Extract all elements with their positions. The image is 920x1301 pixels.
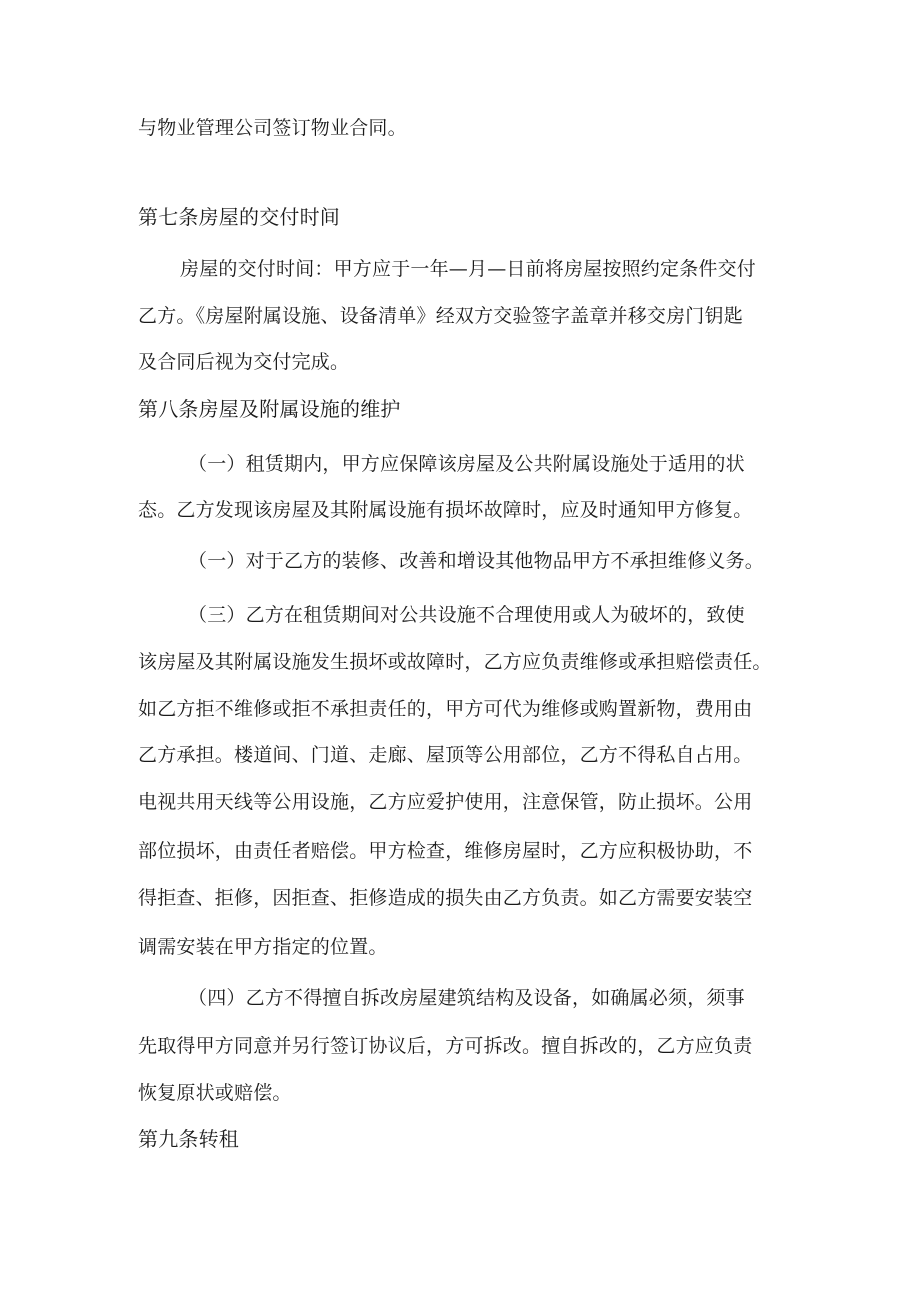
text-line: 得拒查、拒修，因拒查、拒修造成的损失由乙方负责。如乙方需要安装空: [138, 887, 753, 909]
section-heading: 第八条房屋及附属设施的维护: [138, 397, 401, 421]
section-heading: 第七条房屋的交付时间: [138, 205, 340, 229]
text-line: 恢复原状或赔偿。: [138, 1082, 292, 1104]
text-line: 部位损坏，由责任者赔偿。甲方检查，维修房屋时，乙方应积极协助，不: [138, 840, 753, 862]
text-line: 电视共用天线等公用设施，乙方应爱护使用，注意保管，防止损坏。公用: [138, 791, 753, 813]
section-heading: 第九条转租: [138, 1127, 239, 1151]
text-line: 乙方承担。楼道间、门道、走廊、屋顶等公用部位，乙方不得私自占用。: [138, 744, 753, 766]
text-line: （一）对于乙方的装修、改善和增设其他物品甲方不承担维修义务。: [188, 550, 765, 572]
text-line: （一）租赁期内，甲方应保障该房屋及公共附属设施处于适用的状: [188, 453, 745, 475]
text-line: 乙方。《房屋附属设施、设备清单》经双方交验签字盖章并移交房门钥匙: [138, 305, 743, 327]
text-line: 先取得甲方同意并另行签订协议后，方可拆改。擅自拆改的，乙方应负责: [138, 1035, 753, 1057]
text-line: （四）乙方不得擅自拆改房屋建筑结构及设备，如确属必须，须事: [188, 987, 745, 1009]
text-line: 态。乙方发现该房屋及其附属设施有损坏故障时，应及时通知甲方修复。: [138, 499, 753, 521]
text-line: 该房屋及其附属设施发生损坏或故障时，乙方应负责维修或承担赔偿责任。: [138, 651, 772, 673]
text-line: 房屋的交付时间：甲方应于一年—月—日前将房屋按照约定条件交付: [180, 258, 757, 280]
text-line: 与物业管理公司签订物业合同。: [138, 117, 407, 139]
text-line: （三）乙方在租赁期间对公共设施不合理使用或人为破坏的，致使: [188, 604, 745, 626]
text-line: 调需安装在甲方指定的位置。: [138, 936, 388, 958]
text-line: 及合同后视为交付完成。: [138, 351, 350, 373]
text-line: 如乙方拒不维修或拒不承担责任的，甲方可代为维修或购置新物，费用由: [138, 698, 753, 720]
